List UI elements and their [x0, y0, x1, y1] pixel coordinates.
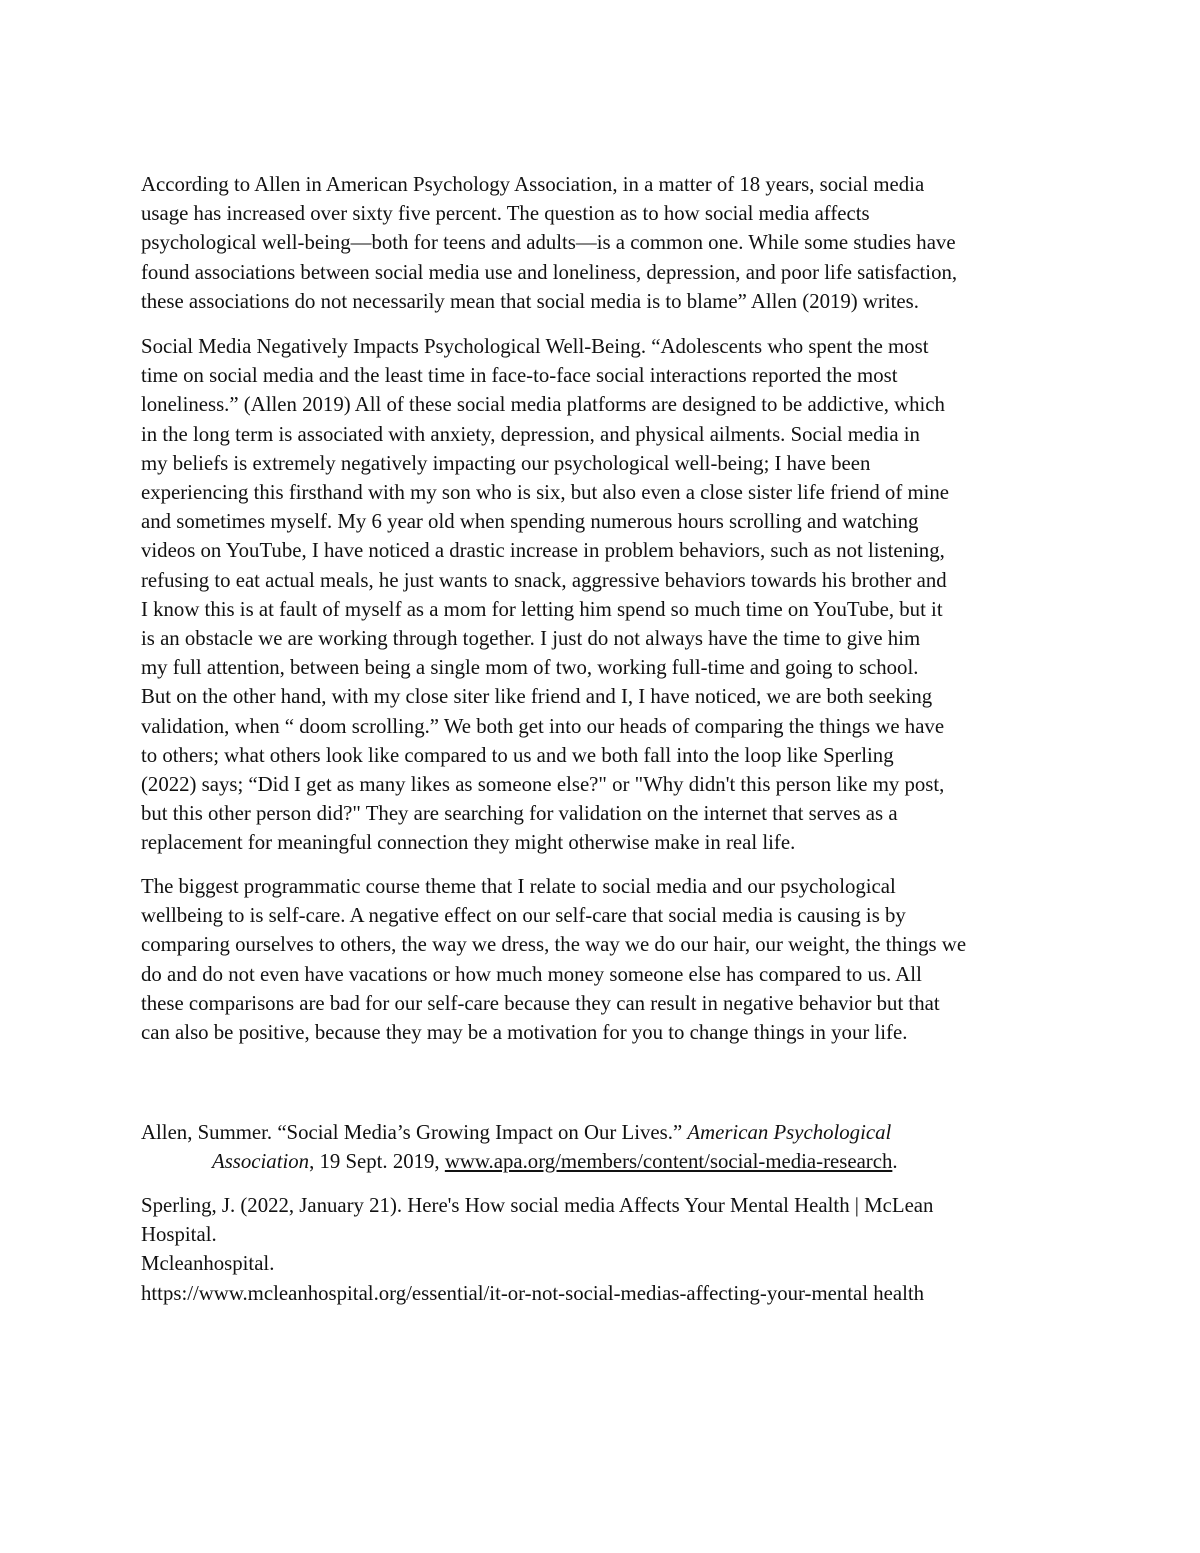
- paragraph-intro: [141, 170, 1066, 316]
- text-line: but this other person did?" They are searching for validation on the internet that serves as a: [141, 802, 898, 826]
- text-line: videos on YouTube, I have noticed a drastic increase in problem behaviors, such as not listening,: [141, 539, 945, 563]
- text-line: found associations between social media use and loneliness, depression, and poor life satisfaction,: [141, 260, 958, 284]
- text-line: But on the other hand, with my close siter like friend and I, I have noticed, we are both seeking: [141, 685, 933, 709]
- reference-publisher-cont: Association: [212, 1150, 310, 1174]
- text-line: The biggest programmatic course theme that I relate to social media and our psychological: [141, 875, 896, 898]
- reference-line: Sperling, J. (2022, January 21). Here's How social media Affects Your Mental Health | McLean: [141, 1194, 934, 1217]
- paragraph-negative-impacts: [141, 332, 1066, 858]
- text-line: these associations do not necessarily mean that social media is to blame” Allen (2019) writes.: [141, 289, 919, 313]
- text-line: my full attention, between being a single mom of two, working full-time and going to school.: [141, 656, 919, 680]
- reference-line: Hospital.: [141, 1223, 217, 1247]
- text-line: usage has increased over sixty five percent. The question as to how social media affects: [141, 202, 870, 226]
- reference-author-title: Allen, Summer. “Social Media’s Growing Impact on Our Lives.”: [141, 1121, 688, 1144]
- text-line: can also be positive, because they may be a motivation for you to change things in your life.: [141, 1021, 908, 1045]
- text-line: these comparisons are bad for our self-care because they can result in negative behavior but that: [141, 991, 940, 1015]
- text-line: psychological well-being—both for teens and adults—is a common one. While some studies have: [141, 231, 956, 255]
- reference-publisher: American Psychological: [687, 1121, 892, 1144]
- reference-date: , 19 Sept. 2019,: [309, 1150, 445, 1174]
- reference-end: .: [892, 1150, 898, 1174]
- text-line: is an obstacle we are working through together. I just do not always have the time to give him: [141, 627, 921, 651]
- reference-line: Mcleanhospital.: [141, 1252, 275, 1276]
- text-line: replacement for meaningful connection they might otherwise make in real life.: [141, 831, 796, 855]
- text-line: do and do not even have vacations or how much money someone else has compared to us. All: [141, 962, 922, 986]
- text-line: my beliefs is extremely negatively impacting our psychological well-being; I have been: [141, 451, 871, 475]
- text-line: and sometimes myself. My 6 year old when spending numerous hours scrolling and watching: [141, 510, 919, 534]
- text-line: experiencing this firsthand with my son who is six, but also even a close sister life friend of mine: [141, 481, 950, 505]
- text-line: wellbeing to is self-care. A negative effect on our self-care that social media is causing is by: [141, 904, 906, 928]
- reference-url-link[interactable]: www.apa.org/members/content/social-media-research: [444, 1150, 893, 1174]
- paragraph-self-care: [141, 872, 1066, 1047]
- text-line: I know this is at fault of myself as a mom for letting him spend so much time on YouTube, but it: [141, 597, 943, 621]
- text-line: comparing ourselves to others, the way we dress, the way we do our hair, our weight, the things we: [141, 933, 967, 957]
- text-line: to others; what others look like compared to us and we both fall into the loop like Sperling: [141, 743, 894, 767]
- text-line: According to Allen in American Psychology Association, in a matter of 18 years, social media: [141, 173, 925, 196]
- text-line: Social Media Negatively Impacts Psychological Well-Being. “Adolescents who spent the most: [141, 335, 929, 358]
- text-line: time on social media and the least time in face-to-face social interactions reported the most: [141, 364, 898, 388]
- text-line: loneliness.” (Allen 2019) All of these social media platforms are designed to be addictive, which: [141, 393, 945, 417]
- text-line: refusing to eat actual meals, he just wants to snack, aggressive behaviors towards his brother and: [141, 568, 947, 592]
- reference-url: https://www.mcleanhospital.org/essential/it-or-not-social-medias-affecting-your-mental health: [141, 1281, 925, 1305]
- reference-line-indented: [141, 1147, 1066, 1176]
- reference-sperling: [141, 1191, 1066, 1308]
- reference-allen: [141, 1118, 1066, 1176]
- text-line: validation, when “ doom scrolling.” We both get into our heads of comparing the things we have: [141, 714, 945, 738]
- text-line: (2022) says; “Did I get as many likes as someone else?" or "Why didn't this person like my post,: [141, 773, 945, 797]
- text-line: in the long term is associated with anxiety, depression, and physical ailments. Social media in: [141, 422, 920, 446]
- reference-line: [141, 1118, 1066, 1147]
